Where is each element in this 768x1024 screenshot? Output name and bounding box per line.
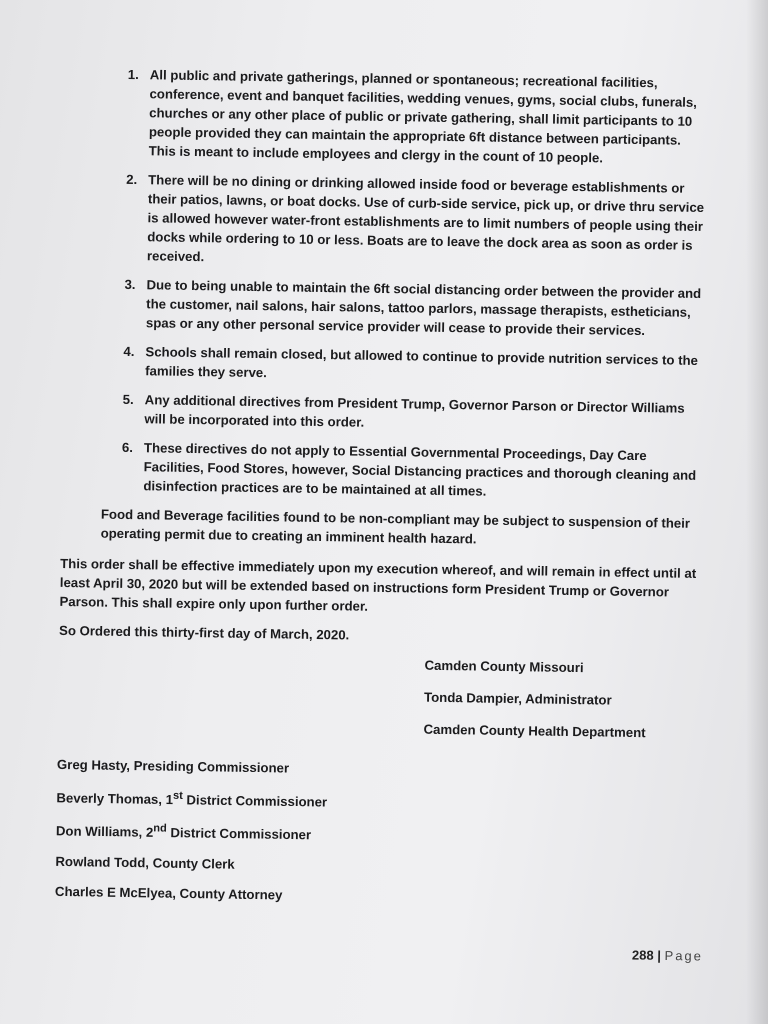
commissioner-name: Charles E McElyea, County Attorney: [54, 883, 283, 903]
commissioner-name: Beverly Thomas, 1: [56, 790, 174, 808]
commissioners-list: [55, 755, 697, 911]
page-label: Page: [664, 947, 704, 964]
directive-item: [61, 437, 702, 504]
ordinal-suffix: nd: [153, 822, 167, 836]
commissioner-name: Don Williams, 2: [55, 823, 154, 841]
document-body: [55, 64, 708, 922]
page-edge-shadow: [746, 0, 768, 1024]
directive-number: 2.: [126, 171, 138, 188]
so-ordered-line: So Ordered this thirty-first day of March, 2020.: [58, 622, 350, 643]
directive-number: 1.: [127, 66, 139, 83]
directive-text: Due to being unable to maintain the 6ft social distancing order between the provider and the customer, nail salons, hair salons, tattoo parlors, massage therapists, estheticians, spas or any other personal service provider will cease to provide their services.: [145, 277, 702, 339]
commissioner-title: District Commissioner: [166, 825, 312, 843]
commissioner-line: [56, 818, 696, 850]
directives-list: [61, 64, 708, 504]
commissioner-line: [55, 882, 695, 911]
directive-item: [65, 169, 706, 274]
ordinal-suffix: st: [172, 789, 183, 802]
directive-item: [63, 341, 704, 389]
commissioner-line: [56, 785, 696, 817]
commissioner-line: [55, 852, 695, 881]
commissioner-name: Greg Hasty, Presiding Commissioner: [56, 756, 290, 776]
directive-number: 5.: [122, 391, 134, 408]
directive-item: [62, 389, 703, 437]
directive-item: [64, 274, 705, 341]
directive-text: These directives do not apply to Essential Governmental Proceedings, Day Care Facilities, Food Stores, however, Social Distancing practices and thorough cleaning and disinfection practices are to be maintained at all times.: [143, 440, 697, 499]
directive-number: 3.: [124, 276, 136, 293]
page-footer: [632, 947, 703, 963]
directive-text: All public and private gatherings, planned or spontaneous; recreational facilities, conference, event and banquet facilities, wedding venues, gyms, social clubs, funerals, churches or any other place of public or private gathering, shall limit participants to 10 people provided they can maintain the appropriate 6ft distance between participants. This is meant to include employees and clergy in the count of 10 people.: [148, 67, 698, 166]
directive-number: 4.: [123, 343, 135, 360]
page-separator: |: [657, 947, 662, 963]
commissioner-title: District Commissioner: [182, 792, 328, 810]
signature-block: [423, 656, 698, 743]
food-beverage-notice: Food and Beverage facilities found to be non-compliant may be subject to suspension of their operating permit due to creating an imminent health hazard.: [100, 506, 691, 547]
directive-text: Schools shall remain closed, but allowed to continue to provide nutrition services to the families they serve.: [145, 344, 699, 381]
commissioner-name: Rowland Todd, County Clerk: [55, 853, 235, 872]
signatory-department: Camden County Health Department: [423, 721, 646, 741]
signatory-name: Tonda Dampier, Administrator: [423, 689, 612, 708]
order-effective-paragraph: This order shall be effective immediately upon my execution whereof, and will remain in effect until at least April 30, 2020 but will be extended based on instructions form President Trump or Governor Parson. This shall expire only upon further order.: [59, 555, 697, 614]
signatory-county: Camden County Missouri: [424, 657, 584, 676]
directive-text: Any additional directives from President Trump, Governor Parson or Director Williams will be incorporated into this order.: [144, 392, 685, 430]
directive-number: 6.: [121, 439, 134, 456]
directive-text: There will be no dining or drinking allowed inside food or beverage establishments or their patios, lawns, or boat docks. Use of curb-side service, pick up, or drive thru service is allowed however water-front establishments are to limit numbers of people using their docks while ordering to 10 or less. Boats are to leave the dock area as soon as order is received.: [146, 172, 705, 265]
page-number: 288: [631, 947, 654, 963]
commissioner-line: [57, 755, 697, 784]
directive-item: [67, 64, 708, 169]
